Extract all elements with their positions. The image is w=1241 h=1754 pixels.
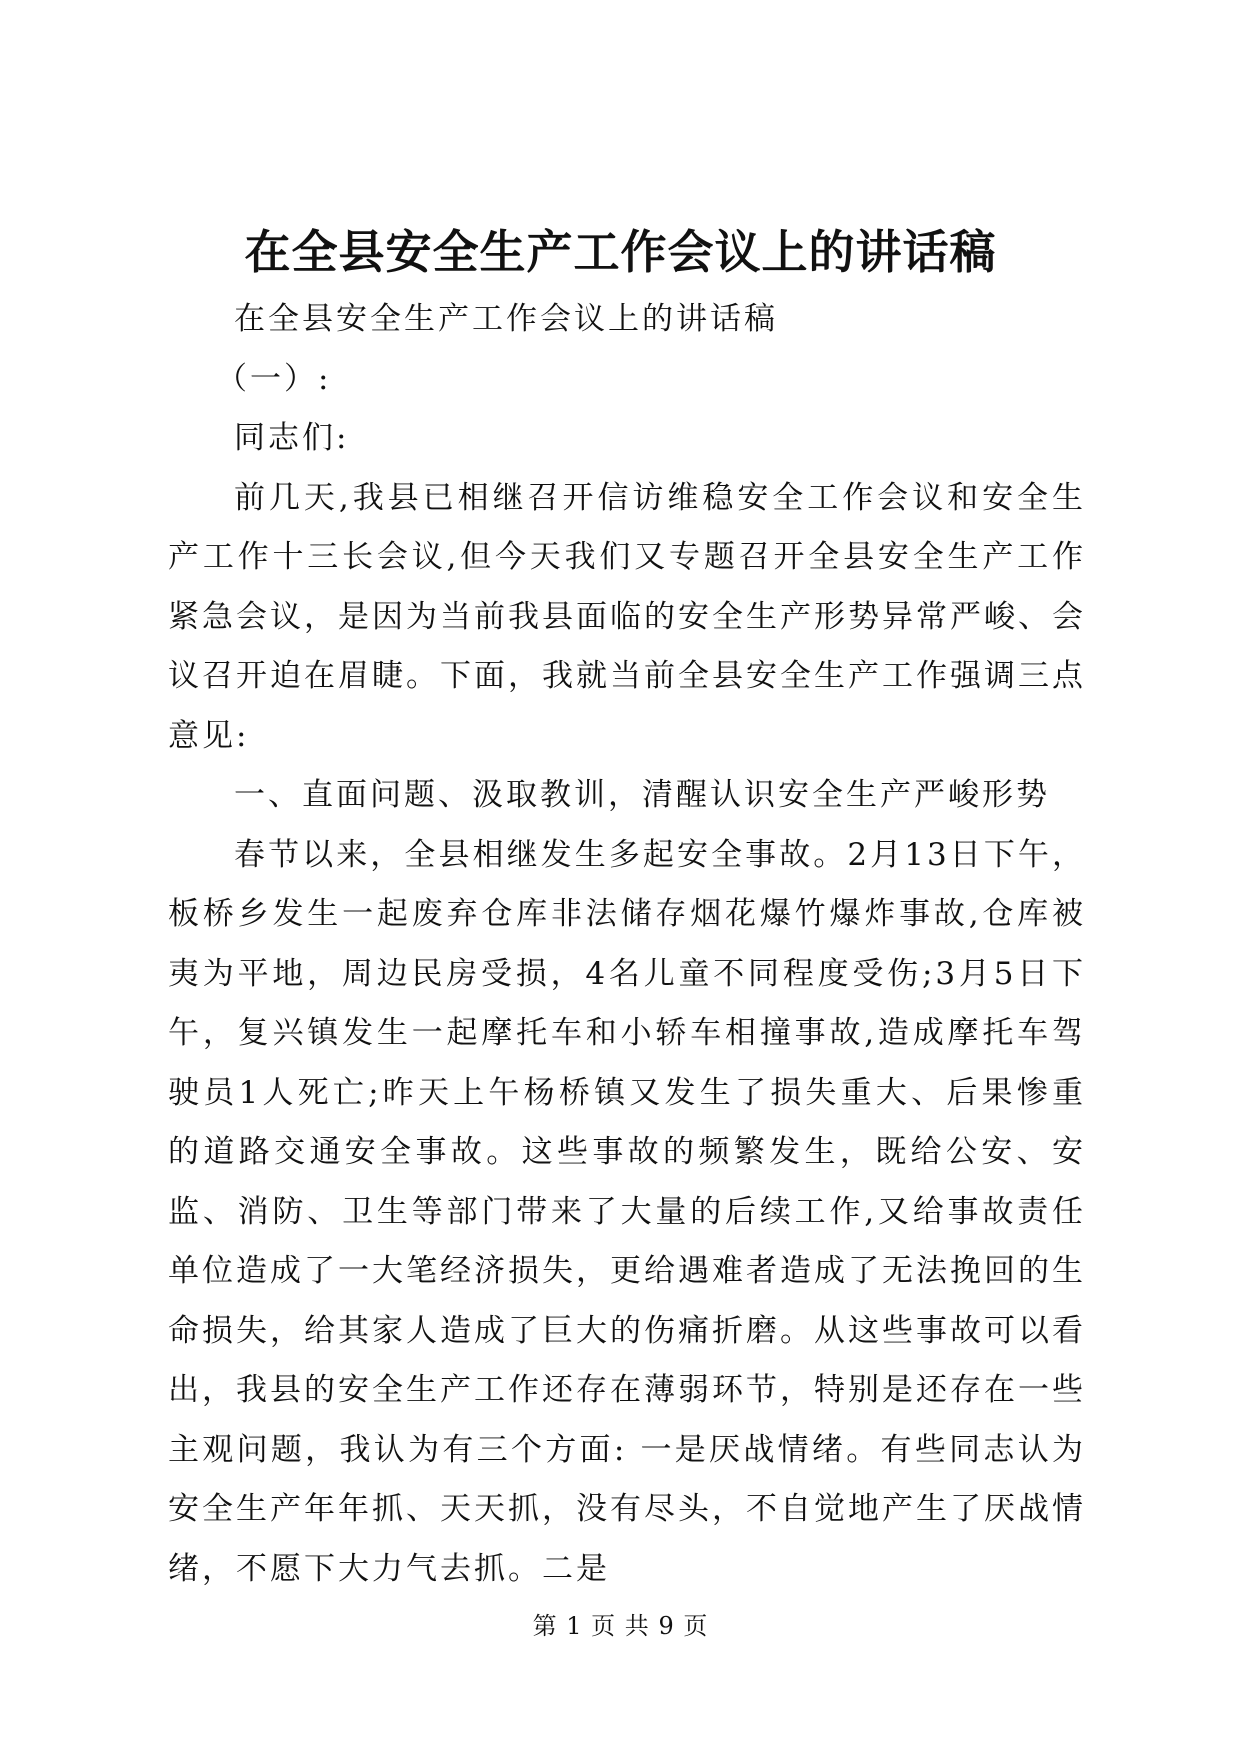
document-body (168, 290, 1086, 1599)
paragraph-body: 春节以来，全县相继发生多起安全事故。2月13日下午，板桥乡发生一起废弃仓库非法储存烟花爆竹爆炸事故,仓库被夷为平地，周边民房受损，4名儿童不同程度受伤;3月5日下午，复兴镇发生一起摩托车和小轿车相撞事故,造成摩托车驾驶员1人死亡;昨天上午杨桥镇又发生了损失重大、后果惨重的道路交通安全事故。这些事故的频繁发生，既给公安、安监、消防、卫生等部门带来了大量的后续工作,又给事故责任单位造成了一大笔经济损失，更给遇难者造成了无法挽回的生命损失，给其家人造成了巨大的伤痛折磨。从这些事故可以看出，我县的安全生产工作还存在薄弱环节，特别是还存在一些主观问题，我认为有三个方面: 一是厌战情绪。有些同志认为安全生产年年抓、天天抓，没有尽头，不自觉地产生了厌战情绪，不愿下大力气去抓。二是 (168, 836, 1086, 1587)
paragraph-salutation: 同志们: (234, 420, 350, 456)
paragraph-intro: 前几天,我县已相继召开信访维稳安全工作会议和安全生产工作十三长会议,但今天我们又专题召开全县安全生产工作紧急会议，是因为当前我县面临的安全生产形势异常严峻、会议召开迫在眉睫。下面，我就当前全县安全生产工作强调三点意见: (168, 479, 1086, 754)
paragraph-section-number: （一）: (216, 360, 332, 397)
paragraph-subtitle: 在全县安全生产工作会议上的讲话稿 (234, 301, 778, 337)
document-title: 在全县安全生产工作会议上的讲话稿 (244, 225, 997, 279)
page-footer: 第 1 页 共 9 页 (532, 1612, 709, 1640)
paragraph-heading-one: 一、直面问题、汲取教训，清醒认识安全生产严峻形势 (234, 777, 1050, 813)
